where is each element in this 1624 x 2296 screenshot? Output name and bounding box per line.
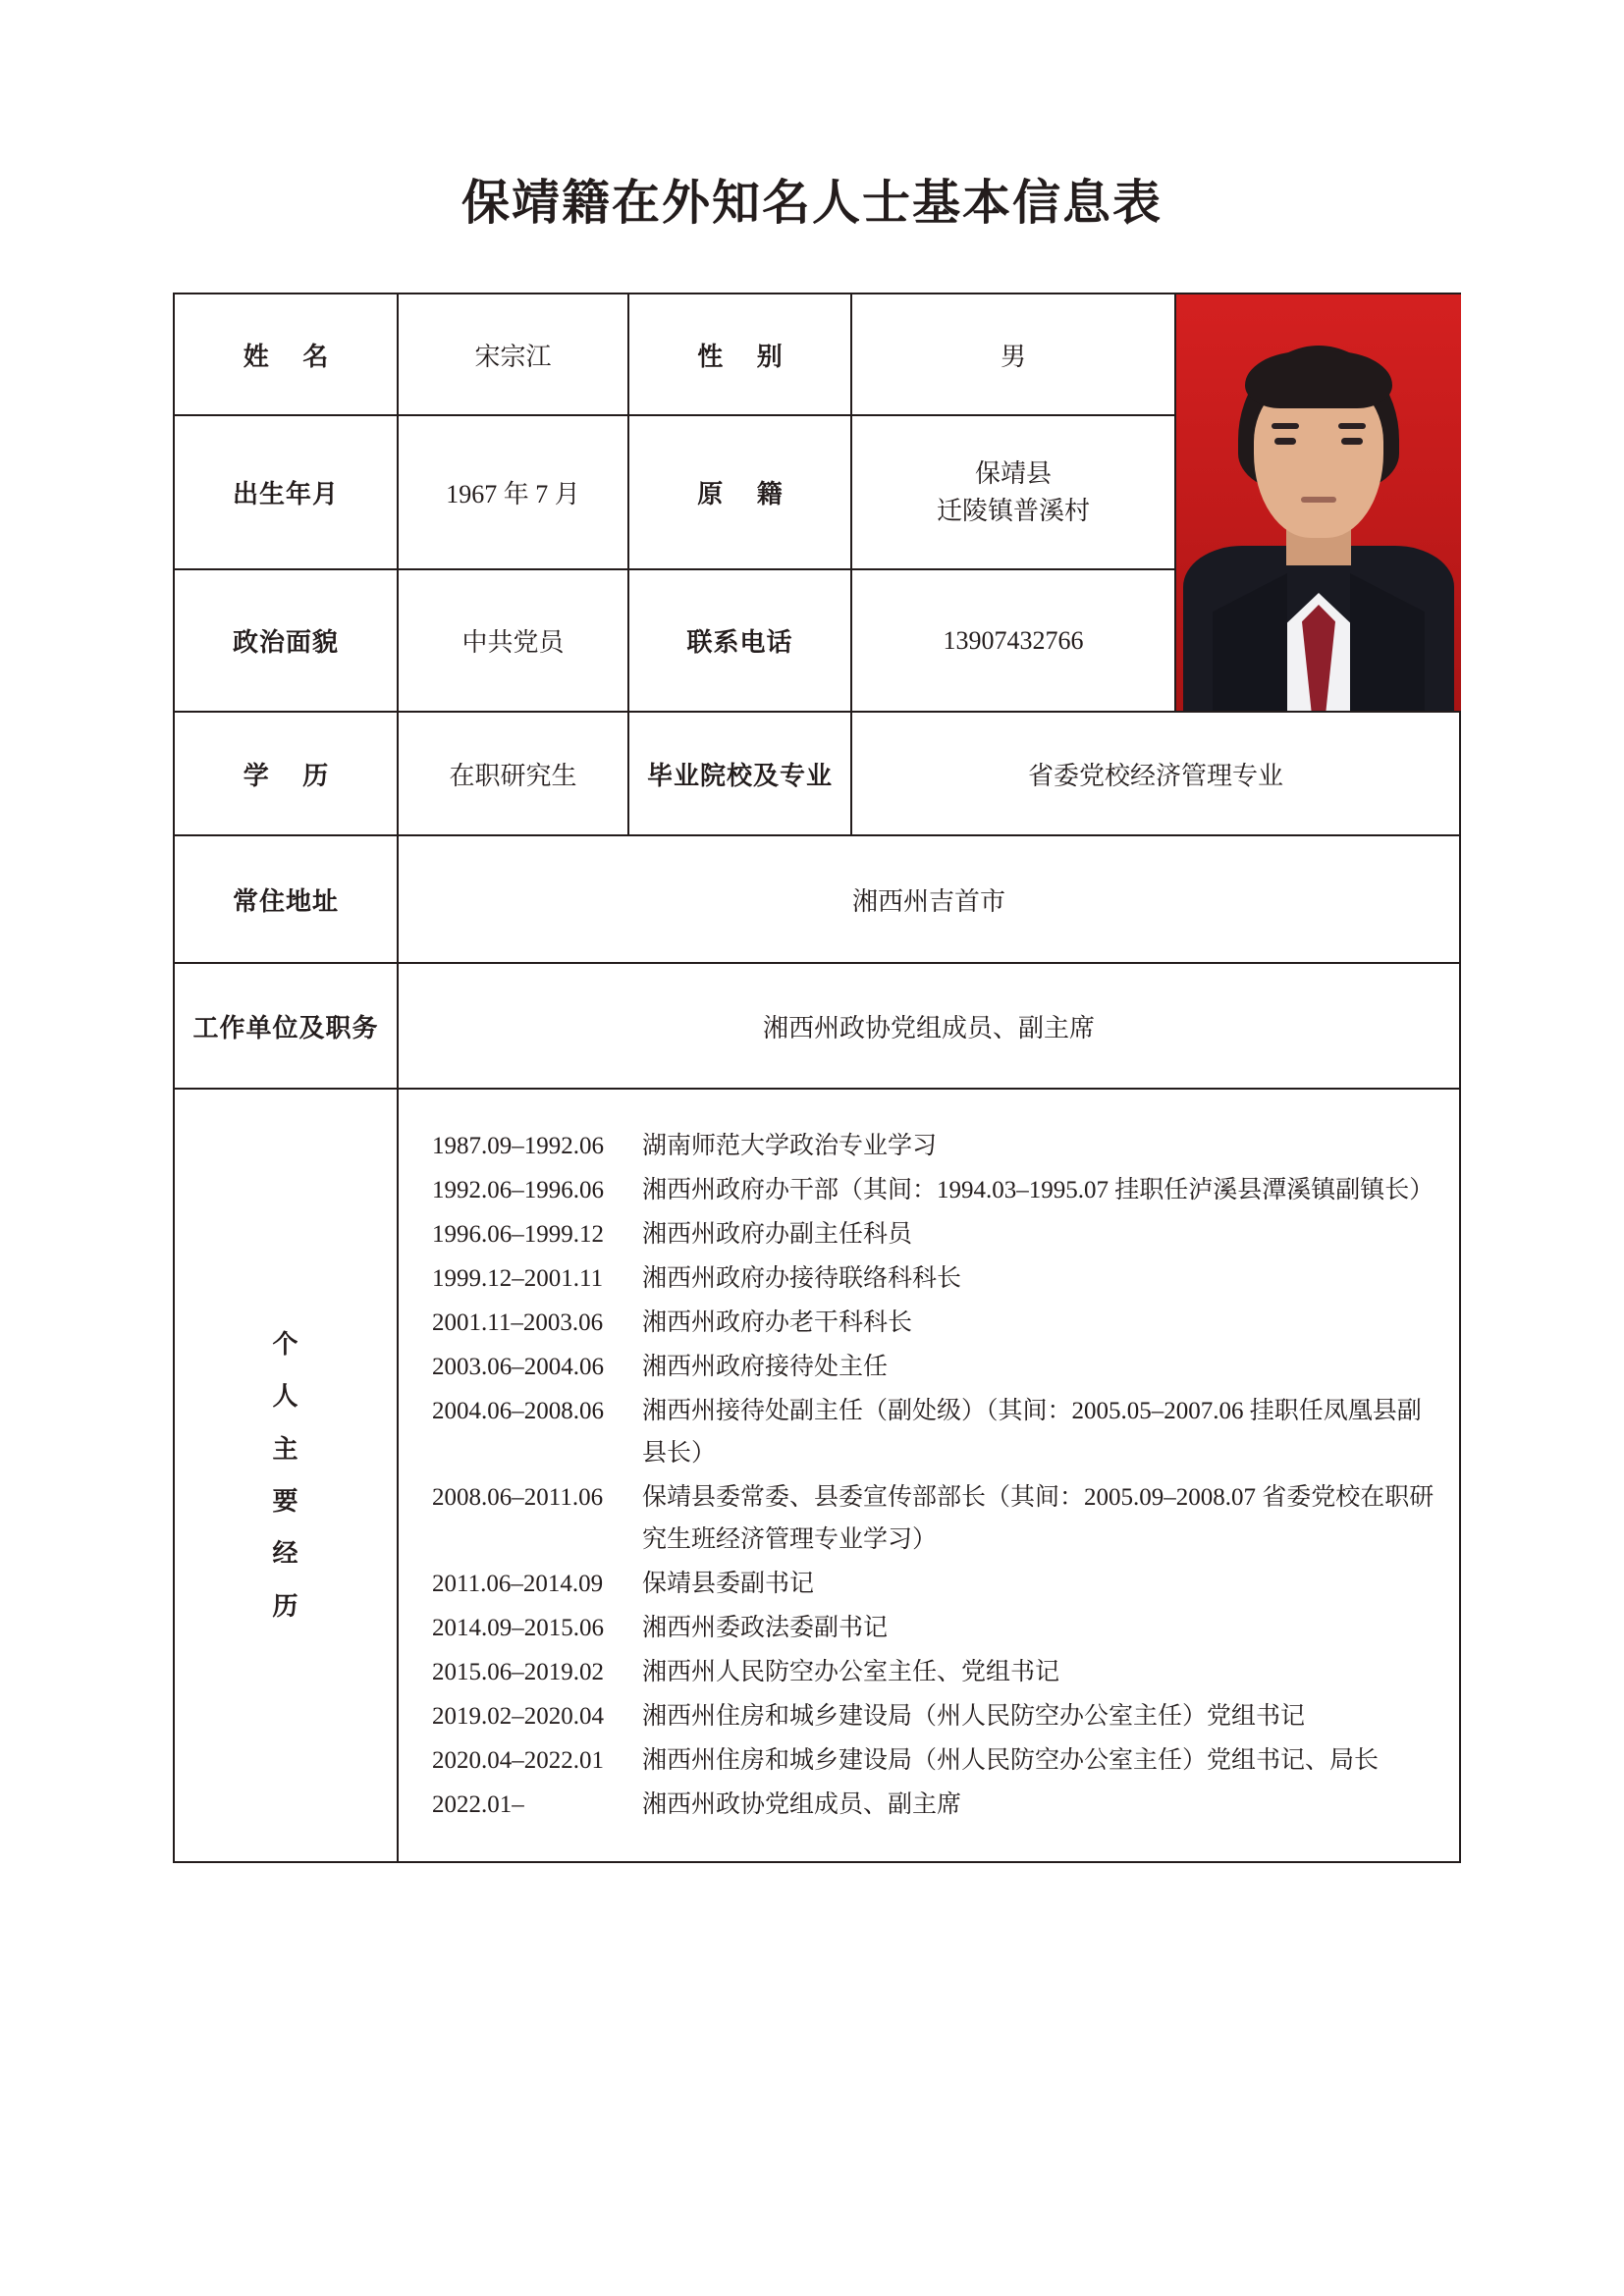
experience-period: 2008.06–2011.06 xyxy=(432,1484,604,1511)
experience-period: 2001.11–2003.06 xyxy=(432,1309,604,1336)
experience-description: 湘西州政府办干部（其间：1994.03–1995.07 挂职任泸溪县潭溪镇副镇长） xyxy=(642,1177,1435,1203)
value-origin-line2: 迁陵镇普溪村 xyxy=(936,496,1090,525)
experience-description: 湘西州人民防空办公室主任、党组书记 xyxy=(642,1659,1060,1685)
photo-fringe-shape xyxy=(1245,351,1392,408)
experience-description: 保靖县委副书记 xyxy=(642,1571,815,1597)
value-gender: 男 xyxy=(851,294,1175,415)
photo-mouth-shape xyxy=(1301,497,1336,503)
experience-item xyxy=(432,1346,1437,1388)
photo-eyebrow-left-shape xyxy=(1272,423,1299,429)
experience-item xyxy=(432,1213,1437,1255)
label-work-unit: 工作单位及职务 xyxy=(174,963,398,1089)
label-origin: 原 籍 xyxy=(628,415,851,569)
label-school: 毕业院校及专业 xyxy=(628,712,851,835)
experience-item xyxy=(432,1651,1437,1693)
experience-description: 湘西州委政法委副书记 xyxy=(642,1615,889,1641)
table-row-education xyxy=(174,712,1460,835)
experience-item xyxy=(432,1257,1437,1300)
photo-eye-left-shape xyxy=(1274,438,1296,445)
experience-description: 湘西州住房和城乡建设局（州人民防空办公室主任）党组书记 xyxy=(642,1703,1306,1730)
experience-period: 2019.02–2020.04 xyxy=(432,1703,604,1730)
value-name: 宋宗江 xyxy=(398,294,628,415)
photo-eyebrow-right-shape xyxy=(1338,423,1366,429)
experience-period: 1996.06–1999.12 xyxy=(432,1221,604,1248)
experience-period: 2004.06–2008.06 xyxy=(432,1398,604,1424)
table-row-experience xyxy=(174,1089,1460,1862)
label-political-status: 政治面貌 xyxy=(174,569,398,712)
experience-description: 湘西州接待处副主任（副处级）（其间：2005.05–2007.06 挂职任凤凰县副县长） xyxy=(642,1398,1422,1467)
experience-item xyxy=(432,1784,1437,1826)
experience-item xyxy=(432,1125,1437,1167)
experience-description: 湘西州政府办老干科科长 xyxy=(642,1309,913,1336)
experience-period: 1999.12–2001.11 xyxy=(432,1265,604,1292)
label-gender: 性 别 xyxy=(628,294,851,415)
experience-description: 湘西州政府办副主任科员 xyxy=(642,1221,913,1248)
label-name: 姓 名 xyxy=(174,294,398,415)
experience-description: 湘西州政协党组成员、副主席 xyxy=(642,1791,962,1818)
person-info-table xyxy=(173,293,1461,1863)
value-phone: 13907432766 xyxy=(851,569,1175,712)
value-address: 湘西州吉首市 xyxy=(398,835,1460,963)
value-school: 省委党校经济管理专业 xyxy=(851,712,1460,835)
experience-item xyxy=(432,1390,1437,1474)
experience-list xyxy=(399,1090,1459,1861)
page-title: 保靖籍在外知名人士基本信息表 xyxy=(460,176,1163,230)
value-political-status: 中共党员 xyxy=(398,569,628,712)
label-address: 常住地址 xyxy=(174,835,398,963)
experience-item xyxy=(432,1607,1437,1649)
experience-period: 1992.06–1996.06 xyxy=(432,1177,604,1203)
label-education: 学 历 xyxy=(174,712,398,835)
experience-period: 2014.09–2015.06 xyxy=(432,1615,604,1641)
experience-item xyxy=(432,1476,1437,1561)
experience-period: 1987.09–1992.06 xyxy=(432,1133,604,1159)
experience-item xyxy=(432,1302,1437,1344)
experience-description: 湖南师范大学政治专业学习 xyxy=(642,1133,938,1159)
table-row-name xyxy=(174,294,1460,415)
value-experience xyxy=(398,1089,1460,1862)
table-row-work xyxy=(174,963,1460,1089)
experience-description: 保靖县委常委、县委宣传部部长（其间：2005.09–2008.07 省委党校在职研究生班经济管理专业学习） xyxy=(642,1484,1435,1553)
table-row-address xyxy=(174,835,1460,963)
value-origin-line1: 保靖县 xyxy=(974,459,1052,489)
label-experience-text: 个 人 主 要 经 历 xyxy=(272,1330,299,1621)
experience-description: 湘西州政府办接待联络科科长 xyxy=(642,1265,962,1292)
experience-period: 2015.06–2019.02 xyxy=(432,1659,604,1685)
portrait-photo xyxy=(1176,294,1461,711)
experience-item xyxy=(432,1169,1437,1211)
photo-eye-right-shape xyxy=(1341,438,1363,445)
label-phone: 联系电话 xyxy=(628,569,851,712)
photo-cell xyxy=(1175,294,1460,712)
label-birth-date: 出生年月 xyxy=(174,415,398,569)
value-origin xyxy=(851,415,1175,569)
experience-period: 2022.01– xyxy=(432,1791,524,1818)
experience-description: 湘西州住房和城乡建设局（州人民防空办公室主任）党组书记、局长 xyxy=(642,1747,1380,1774)
experience-description: 湘西州政府接待处主任 xyxy=(642,1354,889,1380)
experience-period: 2003.06–2004.06 xyxy=(432,1354,604,1380)
value-birth-date: 1967 年 7 月 xyxy=(398,415,628,569)
experience-item xyxy=(432,1695,1437,1737)
experience-period: 2020.04–2022.01 xyxy=(432,1747,604,1774)
experience-period: 2011.06–2014.09 xyxy=(432,1571,604,1597)
experience-item xyxy=(432,1739,1437,1782)
value-work-unit: 湘西州政协党组成员、副主席 xyxy=(398,963,1460,1089)
label-experience xyxy=(174,1089,398,1862)
experience-item xyxy=(432,1563,1437,1605)
value-education: 在职研究生 xyxy=(398,712,628,835)
